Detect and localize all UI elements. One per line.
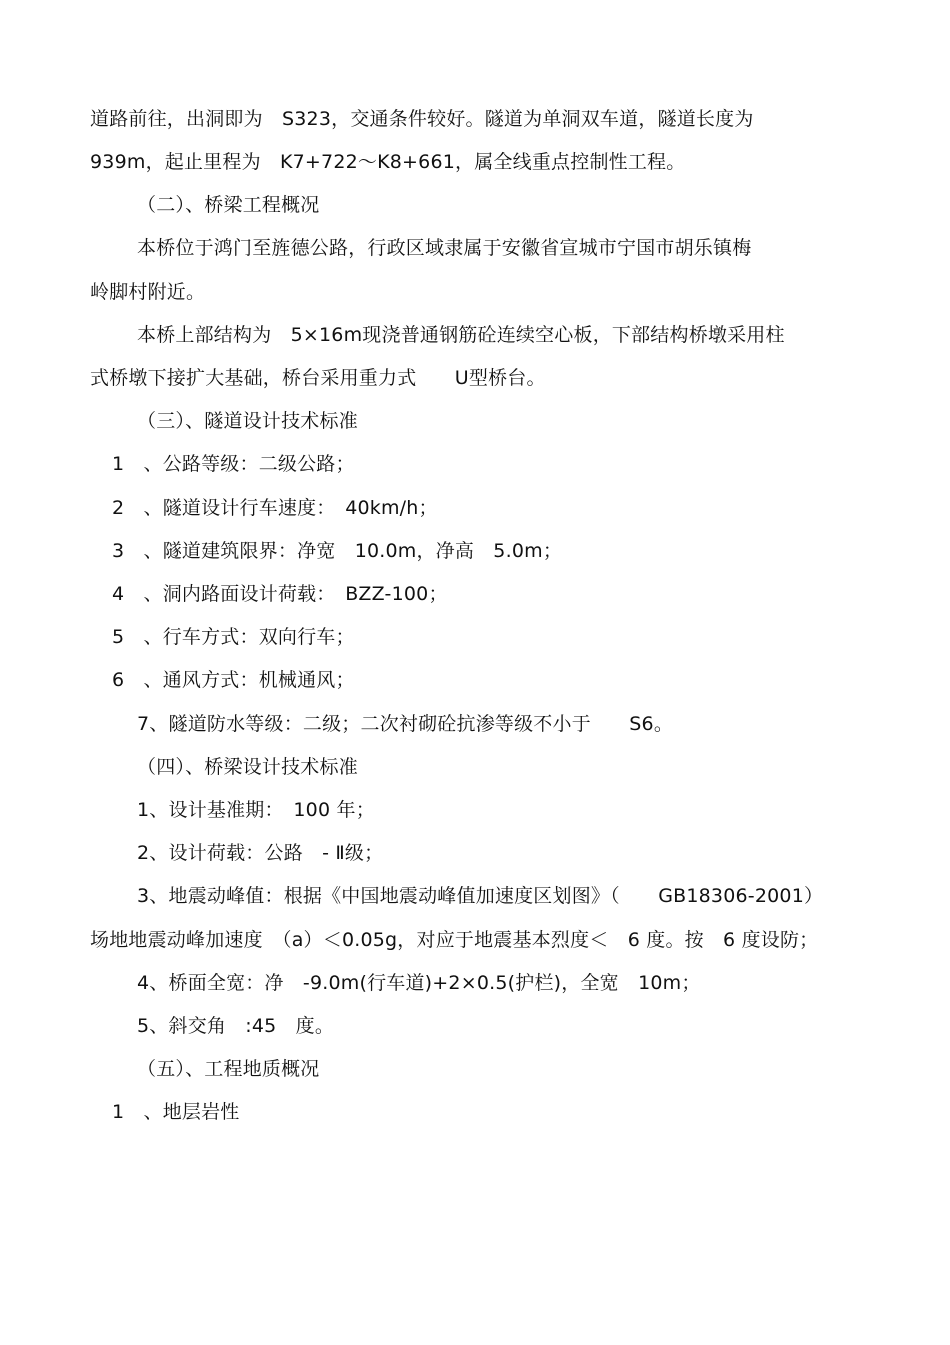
section-heading: （五）、工程地质概况 <box>137 1058 320 1080</box>
list-item: 7、隧道防水等级：二级；二次衬砌砼抗渗等级不小于 S6。 <box>137 713 674 735</box>
section-heading: （四）、桥梁设计技术标准 <box>137 756 358 778</box>
section-heading: （二）、桥梁工程概况 <box>137 194 320 216</box>
text-line: 式桥墩下接扩大基础，桥台采用重力式 U型桥台。 <box>90 367 546 389</box>
section-heading: （三）、隧道设计技术标准 <box>137 410 358 432</box>
list-item: 5、斜交角 :45 度。 <box>137 1015 335 1037</box>
list-item: 1 、地层岩性 <box>112 1101 240 1123</box>
list-item: 5 、行车方式：双向行车； <box>112 626 355 648</box>
list-item: 1、设计基准期： 100 年； <box>137 799 375 821</box>
text-line: 岭脚村附近。 <box>90 281 206 303</box>
list-item: 2、设计荷载：公路 - Ⅱ级； <box>137 842 384 864</box>
text-line: 道路前往，出洞即为 S323，交通条件较好。隧道为单洞双车道，隧道长度为 <box>90 108 754 130</box>
text-line: 本桥位于鸿门至旌德公路，行政区域隶属于安徽省宣城市宁国市胡乐镇梅 <box>137 237 752 259</box>
text-line: 本桥上部结构为 5×16m现浇普通钢筋砼连续空心板，下部结构桥墩采用柱 <box>137 324 785 346</box>
text-line: 场地地震动峰加速度 （a）＜0.05g，对应于地震基本烈度＜ 6 度。按 6 度设防； <box>90 929 819 951</box>
list-item: 3、地震动峰值：根据《中国地震动峰值加速度区划图》（ GB18306-2001） <box>137 885 824 907</box>
list-item: 1 、公路等级：二级公路； <box>112 453 355 475</box>
list-item: 6 、通风方式：机械通风； <box>112 669 355 691</box>
text-line: 939m，起止里程为 K7+722～K8+661，属全线重点控制性工程。 <box>90 151 686 173</box>
list-item: 4 、洞内路面设计荷载： BZZ-100； <box>112 583 448 605</box>
list-item: 2 、隧道设计行车速度： 40km/h； <box>112 497 438 519</box>
list-item: 4、桥面全宽：净 -9.0m(行车道)+2×0.5(护栏)，全宽 10m； <box>137 972 701 994</box>
list-item: 3 、隧道建筑限界：净宽 10.0m，净高 5.0m； <box>112 540 563 562</box>
